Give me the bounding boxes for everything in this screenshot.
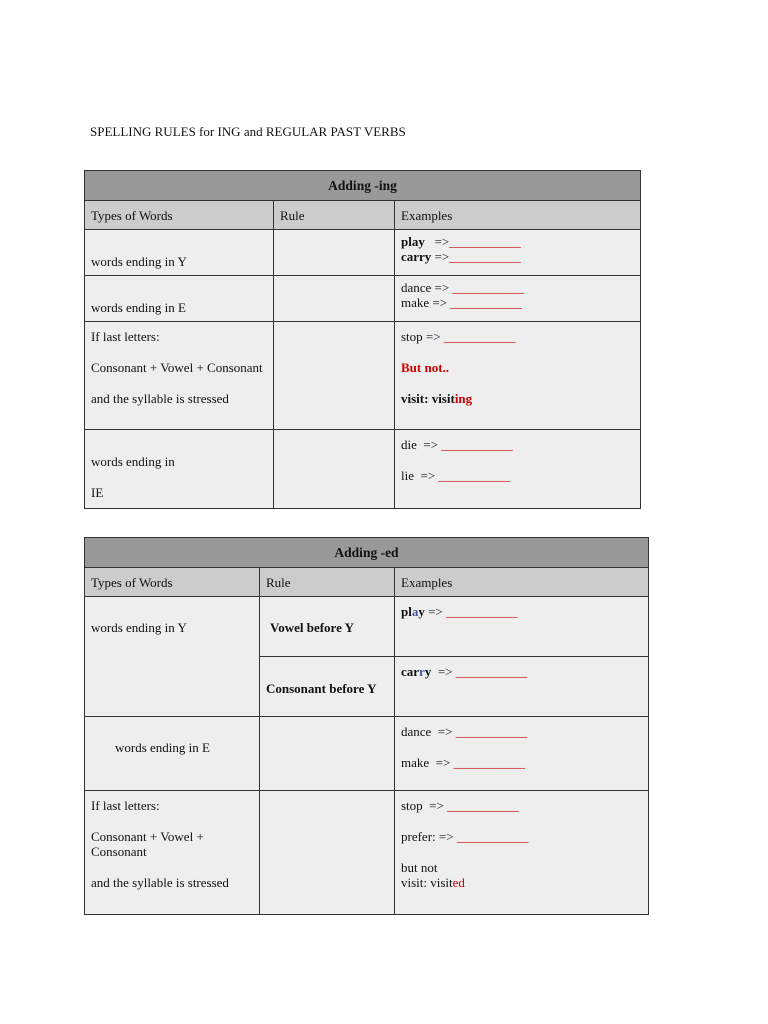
answer-blank[interactable]: ___________ <box>449 234 521 249</box>
example-line: prefer: => ___________ <box>401 829 529 844</box>
example-line: visit: visited <box>401 875 465 890</box>
column-header-types: Types of Words <box>85 201 274 230</box>
column-header-types: Types of Words <box>85 568 260 597</box>
rule-cell[interactable] <box>274 276 395 322</box>
adding-ed-table <box>84 537 649 915</box>
answer-blank[interactable]: ___________ <box>453 755 526 770</box>
examples-cell <box>395 597 649 657</box>
examples-cell <box>395 276 641 322</box>
table-header: Adding -ed <box>85 538 649 568</box>
answer-blank[interactable]: ___________ <box>438 468 510 483</box>
word-type-cell: words ending in Y <box>85 597 260 717</box>
word-type-cell: If last letters: Consonant + Vowel + Consonant and the syllable is stressed <box>85 791 260 915</box>
example-line: play =>___________ <box>401 234 521 249</box>
example-line: make => ___________ <box>401 755 526 770</box>
table-row <box>85 276 641 322</box>
column-header-rule: Rule <box>260 568 395 597</box>
table-row <box>85 430 641 509</box>
examples-cell <box>395 657 649 717</box>
answer-blank[interactable]: ___________ <box>443 329 516 344</box>
answer-blank[interactable]: ___________ <box>449 249 521 264</box>
examples-cell <box>395 322 641 430</box>
example-line: die => ___________ <box>401 437 513 452</box>
answer-blank[interactable]: ___________ <box>450 295 522 310</box>
answer-blank[interactable]: ___________ <box>456 829 529 844</box>
word-type-cell: words ending in IE <box>85 430 274 509</box>
column-header-rule: Rule <box>274 201 395 230</box>
adding-ing-table <box>84 170 641 509</box>
answer-blank[interactable]: ___________ <box>452 280 524 295</box>
example-line: lie => ___________ <box>401 468 510 483</box>
answer-blank[interactable]: ___________ <box>447 798 519 813</box>
word-type-cell: words ending in E <box>85 276 274 322</box>
rule-cell: Vowel before Y <box>260 597 395 657</box>
but-not-label: but not <box>401 860 438 875</box>
table-row <box>85 230 641 276</box>
rule-cell[interactable] <box>274 430 395 509</box>
rule-cell[interactable] <box>260 791 395 915</box>
rule-cell[interactable] <box>274 322 395 430</box>
example-line: dance => ___________ <box>401 280 524 295</box>
table-row <box>85 597 649 657</box>
examples-cell <box>395 717 649 791</box>
examples-cell <box>395 230 641 276</box>
rule-cell[interactable] <box>274 230 395 276</box>
word-type-cell: words ending in Y <box>85 230 274 276</box>
column-header-examples: Examples <box>395 201 641 230</box>
examples-cell <box>395 791 649 915</box>
example-line: stop => ___________ <box>401 798 519 813</box>
column-header-examples: Examples <box>395 568 649 597</box>
table-row <box>85 791 649 915</box>
example-line: visit: visiting <box>401 391 473 406</box>
answer-blank[interactable]: ___________ <box>455 664 528 679</box>
word-type-cell: If last letters: Consonant + Vowel + Consonant and the syllable is stressed <box>85 322 274 430</box>
example-line: make => ___________ <box>401 295 522 310</box>
answer-blank[interactable]: ___________ <box>446 604 518 619</box>
example-line: carry =>___________ <box>401 249 521 264</box>
example-line: play => ___________ <box>401 604 518 619</box>
answer-blank[interactable]: ___________ <box>455 724 528 739</box>
answer-blank[interactable]: ___________ <box>441 437 513 452</box>
example-line: stop => ___________ <box>401 329 516 344</box>
example-line: carry => ___________ <box>401 664 528 679</box>
rule-cell: Consonant before Y <box>260 657 395 717</box>
rule-cell[interactable] <box>260 717 395 791</box>
but-not-label: But not.. <box>401 360 450 375</box>
table-header: Adding -ing <box>85 171 641 201</box>
example-line: dance => ___________ <box>401 724 528 739</box>
examples-cell <box>395 430 641 509</box>
document-title: SPELLING RULES for ING and REGULAR PAST VERBS <box>90 124 406 139</box>
table-row <box>85 322 641 430</box>
word-type-cell: words ending in E <box>85 717 260 791</box>
table-row <box>85 717 649 791</box>
